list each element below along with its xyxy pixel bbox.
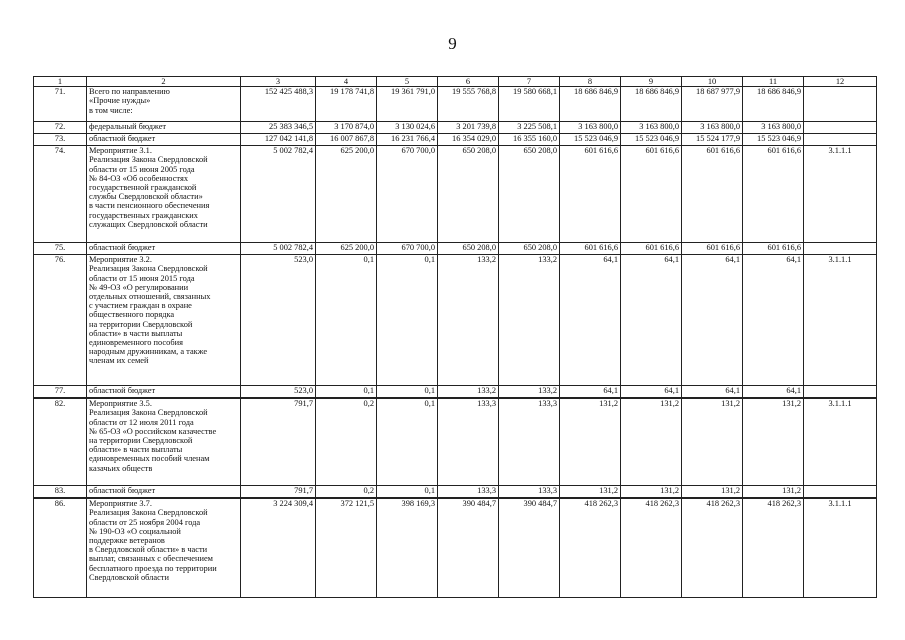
table-row [34, 255, 877, 386]
amount-cell: 0,1 [377, 486, 438, 499]
row-description: Мероприятие 3.2. Реализация Закона Свердловской области от 15 июня 2015 года № 49-ОЗ «О регулировании отдельных отношений, связанных с участием граждан в охране общественного порядка на территории Свердловской области» в части выплаты единовременного пособия народным дружинникам, а также членам их семей [87, 255, 241, 386]
amount-cell: 133,2 [499, 386, 560, 399]
amount-cell: 64,1 [682, 255, 743, 386]
amount-cell: 19 555 768,8 [438, 87, 499, 122]
amount-cell: 670 700,0 [377, 243, 438, 255]
row-description: областной бюджет [87, 486, 241, 499]
amount-cell: 5 002 782,4 [241, 146, 316, 243]
amount-cell: 791,7 [241, 398, 316, 486]
target-code: 3.1.1.1 [804, 398, 877, 486]
column-header: 6 [438, 77, 499, 87]
amount-cell: 131,2 [621, 486, 682, 499]
column-header: 10 [682, 77, 743, 87]
column-header: 11 [743, 77, 804, 87]
amount-cell: 131,2 [560, 486, 621, 499]
amount-cell: 16 355 160,0 [499, 134, 560, 146]
amount-cell: 0,1 [316, 255, 377, 386]
amount-cell: 601 616,6 [682, 146, 743, 243]
budget-table [33, 76, 877, 598]
row-description: Всего по направлению «Прочие нужды» в том числе: [87, 87, 241, 122]
target-code [804, 134, 877, 146]
amount-cell: 372 121,5 [316, 498, 377, 598]
amount-cell: 133,3 [438, 486, 499, 499]
row-number: 75. [34, 243, 87, 255]
amount-cell: 601 616,6 [621, 243, 682, 255]
amount-cell: 601 616,6 [743, 243, 804, 255]
amount-cell: 133,3 [438, 398, 499, 486]
amount-cell: 64,1 [743, 386, 804, 399]
column-header: 12 [804, 77, 877, 87]
target-code: 3.1.1.1 [804, 255, 877, 386]
amount-cell: 0,1 [377, 255, 438, 386]
row-number: 74. [34, 146, 87, 243]
target-code: 3.1.1.1 [804, 498, 877, 598]
amount-cell: 133,2 [499, 255, 560, 386]
row-description: областной бюджет [87, 386, 241, 399]
amount-cell: 15 523 046,9 [560, 134, 621, 146]
amount-cell: 15 523 046,9 [621, 134, 682, 146]
amount-cell: 601 616,6 [743, 146, 804, 243]
amount-cell: 16 007 867,8 [316, 134, 377, 146]
row-description: областной бюджет [87, 134, 241, 146]
amount-cell: 3 201 739,8 [438, 122, 499, 134]
amount-cell: 64,1 [743, 255, 804, 386]
amount-cell: 131,2 [743, 398, 804, 486]
target-code [804, 386, 877, 399]
amount-cell: 670 700,0 [377, 146, 438, 243]
amount-cell: 64,1 [621, 386, 682, 399]
amount-cell: 3 163 800,0 [621, 122, 682, 134]
amount-cell: 133,2 [438, 255, 499, 386]
amount-cell: 523,0 [241, 255, 316, 386]
row-number: 72. [34, 122, 87, 134]
amount-cell: 19 178 741,8 [316, 87, 377, 122]
table-row [34, 146, 877, 243]
amount-cell: 16 354 029,0 [438, 134, 499, 146]
amount-cell: 18 687 977,9 [682, 87, 743, 122]
amount-cell: 15 524 177,9 [682, 134, 743, 146]
amount-cell: 133,3 [499, 398, 560, 486]
amount-cell: 650 208,0 [499, 243, 560, 255]
page-number: 9 [448, 34, 457, 53]
column-header: 4 [316, 77, 377, 87]
table-row [34, 398, 877, 486]
amount-cell: 131,2 [682, 486, 743, 499]
target-code [804, 87, 877, 122]
amount-cell: 650 208,0 [438, 243, 499, 255]
target-code: 3.1.1.1 [804, 146, 877, 243]
row-description: федеральный бюджет [87, 122, 241, 134]
amount-cell: 398 169,3 [377, 498, 438, 598]
amount-cell: 601 616,6 [621, 146, 682, 243]
column-header: 8 [560, 77, 621, 87]
row-number: 86. [34, 498, 87, 598]
amount-cell: 19 361 791,0 [377, 87, 438, 122]
amount-cell: 64,1 [621, 255, 682, 386]
amount-cell: 131,2 [621, 398, 682, 486]
row-number: 71. [34, 87, 87, 122]
amount-cell: 131,2 [560, 398, 621, 486]
amount-cell: 601 616,6 [560, 243, 621, 255]
amount-cell: 390 484,7 [438, 498, 499, 598]
amount-cell: 0,1 [377, 398, 438, 486]
amount-cell: 127 042 141,8 [241, 134, 316, 146]
amount-cell: 523,0 [241, 386, 316, 399]
amount-cell: 16 231 766,4 [377, 134, 438, 146]
amount-cell: 625 200,0 [316, 146, 377, 243]
amount-cell: 625 200,0 [316, 243, 377, 255]
row-description: областной бюджет [87, 243, 241, 255]
amount-cell: 64,1 [682, 386, 743, 399]
row-number: 82. [34, 398, 87, 486]
amount-cell: 3 163 800,0 [743, 122, 804, 134]
table-row [34, 87, 877, 122]
amount-cell: 64,1 [560, 255, 621, 386]
column-header: 1 [34, 77, 87, 87]
header-row [34, 77, 877, 87]
amount-cell: 64,1 [560, 386, 621, 399]
amount-cell: 0,2 [316, 398, 377, 486]
amount-cell: 18 686 846,9 [743, 87, 804, 122]
table-row [34, 243, 877, 255]
column-header: 5 [377, 77, 438, 87]
column-header: 2 [87, 77, 241, 87]
column-header: 7 [499, 77, 560, 87]
column-header: 3 [241, 77, 316, 87]
amount-cell: 131,2 [743, 486, 804, 499]
amount-cell: 390 484,7 [499, 498, 560, 598]
row-number: 77. [34, 386, 87, 399]
amount-cell: 791,7 [241, 486, 316, 499]
amount-cell: 650 208,0 [499, 146, 560, 243]
amount-cell: 19 580 668,1 [499, 87, 560, 122]
row-description: Мероприятие 3.7. Реализация Закона Свердловской области от 25 ноября 2004 года № 190-ОЗ «О социальной поддержке ветеранов в Свердловской области» в части выплат, связанных с обеспечением бесплатного проезда по территории Свердловской области [87, 498, 241, 598]
table-row [34, 122, 877, 134]
amount-cell: 152 425 488,3 [241, 87, 316, 122]
amount-cell: 18 686 846,9 [621, 87, 682, 122]
amount-cell: 3 163 800,0 [682, 122, 743, 134]
target-code [804, 122, 877, 134]
amount-cell: 133,3 [499, 486, 560, 499]
amount-cell: 3 224 309,4 [241, 498, 316, 598]
row-description: Мероприятие 3.5. Реализация Закона Свердловской области от 12 июля 2011 года № 65-ОЗ «О российском казачестве на территории Свердловской области» в части выплаты единовременных пособий членам казачьих обществ [87, 398, 241, 486]
target-code [804, 486, 877, 499]
amount-cell: 133,2 [438, 386, 499, 399]
row-number: 83. [34, 486, 87, 499]
amount-cell: 0,1 [316, 386, 377, 399]
amount-cell: 418 262,3 [682, 498, 743, 598]
amount-cell: 3 170 874,0 [316, 122, 377, 134]
amount-cell: 418 262,3 [560, 498, 621, 598]
amount-cell: 18 686 846,9 [560, 87, 621, 122]
amount-cell: 0,2 [316, 486, 377, 499]
row-number: 73. [34, 134, 87, 146]
table-row [34, 134, 877, 146]
target-code [804, 243, 877, 255]
row-description: Мероприятие 3.1. Реализация Закона Свердловской области от 15 июня 2005 года № 84-ОЗ «Об особенностях государственной гражданской службы Свердловской области» в части пенсионного обеспечения государственных гражданских служащих Свердловской области [87, 146, 241, 243]
table-row [34, 486, 877, 499]
row-number: 76. [34, 255, 87, 386]
amount-cell: 418 262,3 [621, 498, 682, 598]
table-row [34, 386, 877, 399]
amount-cell: 601 616,6 [560, 146, 621, 243]
amount-cell: 15 523 046,9 [743, 134, 804, 146]
amount-cell: 3 225 508,1 [499, 122, 560, 134]
amount-cell: 3 130 024,6 [377, 122, 438, 134]
amount-cell: 131,2 [682, 398, 743, 486]
table-row [34, 498, 877, 598]
column-header: 9 [621, 77, 682, 87]
amount-cell: 650 208,0 [438, 146, 499, 243]
amount-cell: 601 616,6 [682, 243, 743, 255]
amount-cell: 25 383 346,5 [241, 122, 316, 134]
amount-cell: 5 002 782,4 [241, 243, 316, 255]
amount-cell: 3 163 800,0 [560, 122, 621, 134]
amount-cell: 0,1 [377, 386, 438, 399]
amount-cell: 418 262,3 [743, 498, 804, 598]
